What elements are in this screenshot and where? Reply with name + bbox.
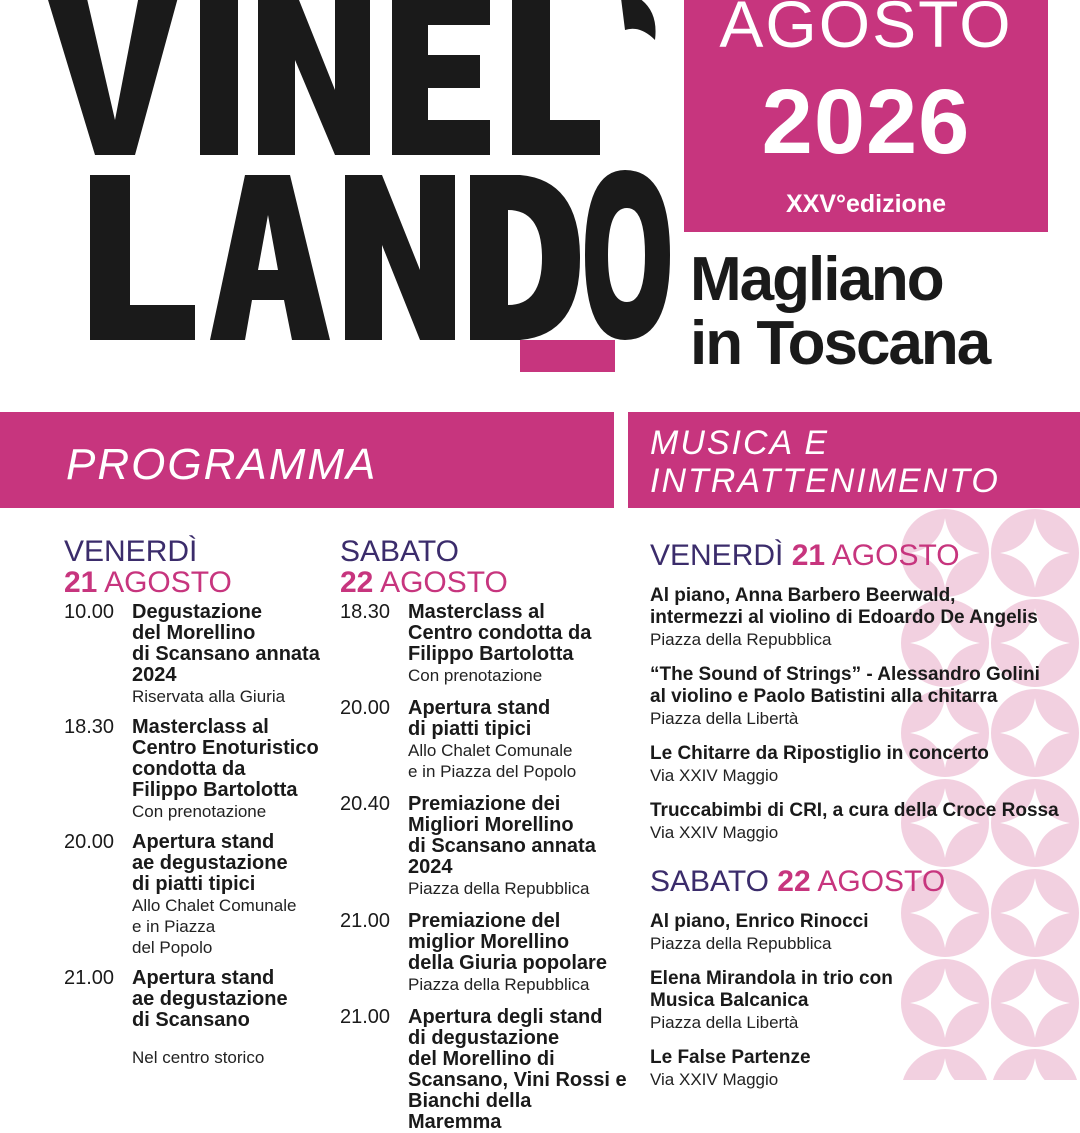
- event-time: 20.00: [340, 697, 391, 719]
- event-title-line: miglior Morellino: [408, 931, 570, 953]
- event-row: [340, 602, 630, 686]
- event-title-line: Premiazione del: [408, 910, 561, 932]
- item-list: [650, 911, 1080, 1090]
- music-title-line: Al piano, Anna Barbero Beerwald,: [650, 585, 956, 606]
- music-title-line: Elena Mirandola in trio con: [650, 968, 893, 989]
- music-title-line: Al piano, Enrico Rinocci: [650, 911, 869, 932]
- event-title-line: della Giuria popolare: [408, 952, 607, 974]
- event-title-line: Apertura stand: [132, 831, 275, 853]
- music-place: Via XXIV Maggio: [650, 823, 779, 842]
- event-title-line: ae degustazione: [132, 988, 288, 1010]
- event-body: [132, 832, 344, 958]
- event-title-line: Centro condotta da: [408, 622, 592, 644]
- event-title-line: ae degustazione: [132, 852, 288, 874]
- event-title-line: Apertura stand: [132, 967, 275, 989]
- event-time: 20.40: [340, 793, 391, 815]
- event-title-line: Filippo Bartolotta: [408, 643, 574, 665]
- event-title-line: del Morellino: [132, 622, 256, 644]
- day-weekday: SABATO: [650, 865, 769, 898]
- location-title: [690, 245, 990, 378]
- programma-saturday: [340, 536, 630, 1133]
- event-detail-line: Allo Chalet Comunale: [408, 741, 573, 760]
- event-title-line: Bianchi della Maremma: [408, 1090, 532, 1133]
- music-title-line: intermezzi al violino di Edoardo De Angelis: [650, 607, 1038, 628]
- event-detail-line: Nel centro storico: [132, 1048, 265, 1067]
- event-time: 21.00: [64, 967, 115, 989]
- item-list: [650, 585, 1080, 843]
- event-title-line: Degustazione: [132, 601, 263, 623]
- event-title-line: Premiazione dei: [408, 793, 561, 815]
- event-detail-line: Allo Chalet Comunale: [132, 896, 297, 915]
- event-detail-line: Piazza della Repubblica: [408, 975, 590, 994]
- musica-friday: [650, 540, 1080, 843]
- day-weekday: VENERDÌ: [650, 539, 784, 572]
- day-month: AGOSTO: [831, 539, 960, 572]
- event-title-line: del Morellino di: [408, 1048, 555, 1070]
- event-detail-line: e in Piazza: [132, 917, 216, 936]
- event-title-line: Migliori Morellino: [408, 814, 574, 836]
- event-detail-line: Con prenotazione: [132, 802, 267, 821]
- event-title-line: Masterclass al: [132, 716, 269, 738]
- event-row: [340, 794, 630, 899]
- musica-header: [628, 412, 1080, 508]
- musica-title-line-2: INTRATTENIMENTO: [650, 462, 1000, 500]
- musica-saturday: [650, 866, 1080, 1090]
- event-title-line: di Scansano: [132, 1009, 250, 1031]
- event-body: [132, 717, 344, 822]
- event-time: 18.30: [340, 601, 391, 623]
- event-list: [340, 602, 630, 1133]
- music-item: [650, 800, 1080, 843]
- programma-title: PROGRAMMA: [66, 440, 378, 489]
- day-heading: [650, 866, 1080, 897]
- event-title-line: condotta da: [132, 758, 246, 780]
- music-place: Via XXIV Maggio: [650, 1070, 779, 1089]
- edition-label: XXV°edizione: [785, 190, 947, 218]
- event-title-line: Apertura degli stand: [408, 1006, 603, 1028]
- music-place: Piazza della Libertà: [650, 1013, 799, 1032]
- day-weekday: SABATO: [340, 535, 459, 568]
- event-time: 21.00: [340, 1006, 391, 1028]
- day-number: 21: [64, 566, 98, 599]
- music-item: [650, 1047, 1080, 1090]
- music-title-line: Le False Partenze: [650, 1047, 811, 1068]
- music-item: [650, 664, 1080, 729]
- musica-title-line-1: MUSICA E: [650, 424, 830, 462]
- event-detail-line: e in Piazza del Popolo: [408, 762, 577, 781]
- event-body: [132, 602, 344, 707]
- event-row: [64, 602, 344, 707]
- music-place: Piazza della Repubblica: [650, 934, 832, 953]
- music-item: [650, 968, 1080, 1033]
- day-month: AGOSTO: [817, 865, 946, 898]
- event-body: [408, 698, 630, 782]
- music-item: [650, 585, 1080, 650]
- music-title-line: “The Sound of Strings” - Alessandro Golini: [650, 664, 1040, 685]
- event-body: [408, 794, 630, 899]
- event-title-line: di degustazione: [408, 1027, 560, 1049]
- event-detail-line: Riservata alla Giuria: [132, 687, 286, 706]
- music-title-line: Musica Balcanica: [650, 990, 809, 1011]
- day-heading: [64, 536, 344, 598]
- event-body: [132, 968, 344, 1068]
- event-detail-line: Con prenotazione: [408, 666, 543, 685]
- event-list: [64, 602, 344, 1068]
- event-time: 18.30: [64, 716, 115, 738]
- event-row: [340, 698, 630, 782]
- music-title-line: Le Chitarre da Ripostiglio in concerto: [650, 743, 989, 764]
- event-time: 20.00: [64, 831, 115, 853]
- day-heading: [650, 540, 1080, 571]
- day-number: 22: [340, 566, 374, 599]
- vinellando-logo: [30, 0, 670, 390]
- location-line-2: in Toscana: [690, 309, 990, 378]
- event-title-line: Apertura stand: [408, 697, 551, 719]
- day-number: 22: [777, 865, 811, 898]
- date-box: [684, 0, 1048, 232]
- event-title-line: di piatti tipici: [408, 718, 532, 740]
- event-row: [64, 717, 344, 822]
- location-line-1: Magliano: [690, 245, 943, 314]
- event-title-line: Masterclass al: [408, 601, 545, 623]
- event-body: [408, 1007, 630, 1133]
- event-row: [64, 832, 344, 958]
- programma-friday: [64, 536, 344, 1068]
- event-time: 10.00: [64, 601, 115, 623]
- event-title-line: Scansano, Vini Rossi e: [408, 1069, 627, 1091]
- day-month: AGOSTO: [380, 566, 508, 599]
- music-place: Piazza della Libertà: [650, 709, 799, 728]
- event-title-line: Centro Enoturistico: [132, 737, 319, 759]
- day-number: 21: [791, 539, 826, 572]
- event-body: [408, 911, 630, 995]
- event-title-line: di piatti tipici: [132, 873, 256, 895]
- music-place: Piazza della Repubblica: [650, 630, 832, 649]
- programma-header: [0, 412, 614, 508]
- event-title-line: di Scansano annata 2024: [408, 835, 596, 878]
- music-item: [650, 911, 1080, 954]
- day-weekday: VENERDÌ: [64, 535, 198, 568]
- logo-graphic: [30, 0, 670, 390]
- event-detail-line: Piazza della Repubblica: [408, 879, 590, 898]
- music-item: [650, 743, 1080, 786]
- event-row: [340, 1007, 630, 1133]
- event-row: [64, 968, 344, 1068]
- event-year: 2026: [761, 71, 971, 173]
- event-row: [340, 911, 630, 995]
- event-time: 21.00: [340, 910, 391, 932]
- day-month: AGOSTO: [104, 566, 232, 599]
- day-heading: [340, 536, 630, 598]
- music-place: Via XXIV Maggio: [650, 766, 779, 785]
- musica-title: [650, 424, 1000, 500]
- music-title-line: al violino e Paolo Batistini alla chitarra: [650, 686, 998, 707]
- event-title-line: 2024: [132, 664, 177, 686]
- music-title-line: Truccabimbi di CRI, a cura della Croce Rossa: [650, 800, 1059, 821]
- event-month: AGOSTO: [719, 0, 1013, 61]
- event-title-line: Filippo Bartolotta: [132, 779, 298, 801]
- event-title-line: di Scansano annata: [132, 643, 320, 665]
- event-detail-line: del Popolo: [132, 938, 213, 957]
- event-body: [408, 602, 630, 686]
